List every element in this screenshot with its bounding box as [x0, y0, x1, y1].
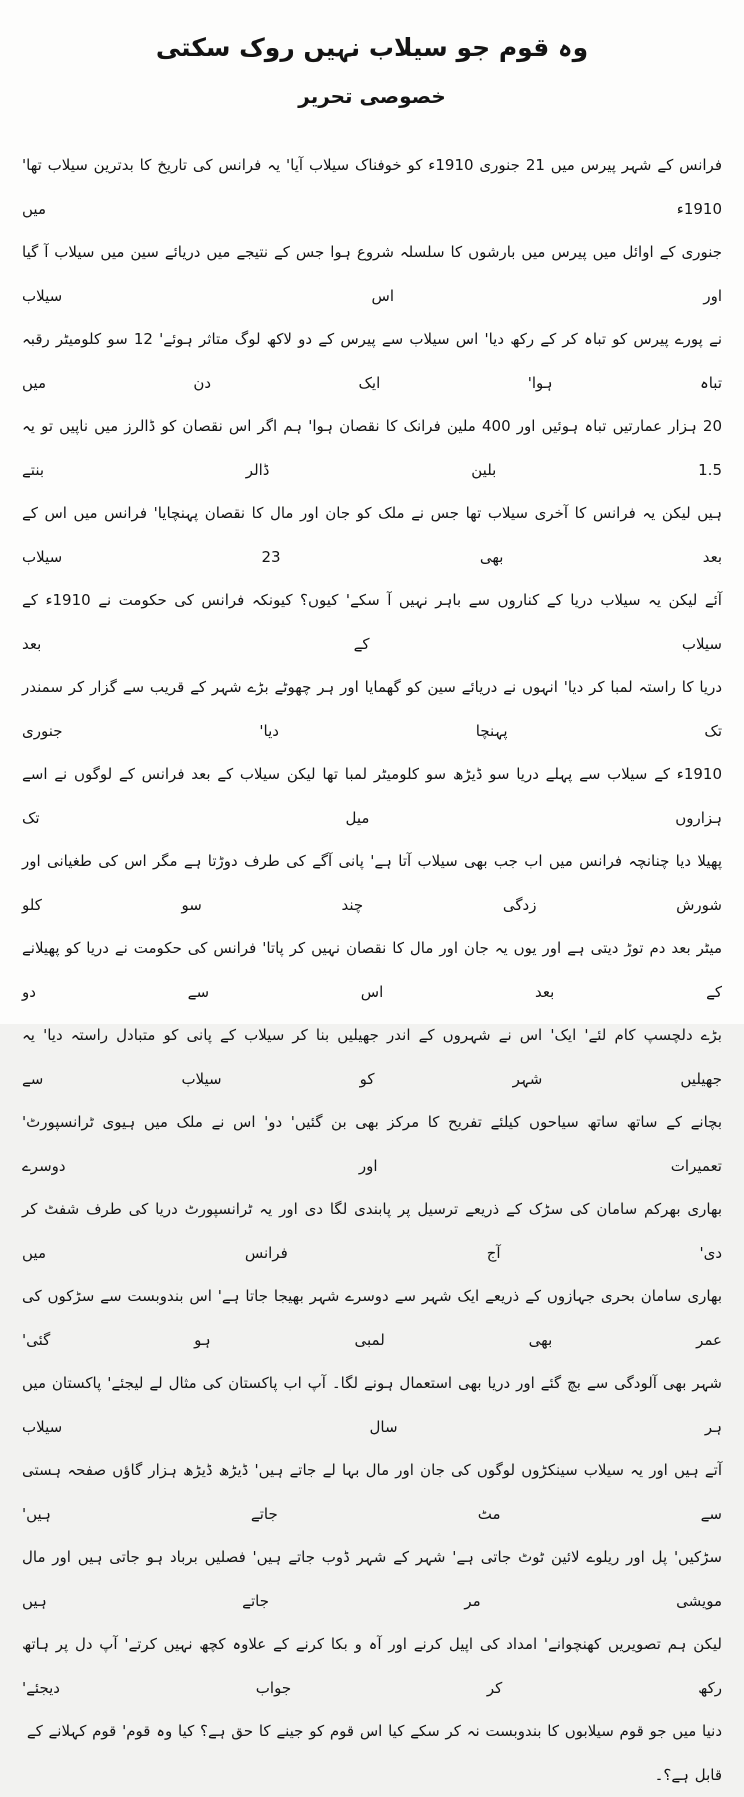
paragraph-line: ہیں لیکن یہ فرانس کا آخری سیلاب تھا جس نے ملک کو جان اور مال کا نقصان پہنچایا' فرانس میں اس کے بعد بھی 23 سیلاب	[22, 504, 722, 566]
paragraph-line: فرانس کے شہر پیرس میں 21 جنوری 1910ء کو خوفناک سیلاب آیا' یہ فرانس کی تاریخ کا بدترین سیلاب تھا' 1910ء میں	[22, 156, 722, 218]
article-header	[22, 22, 722, 118]
paragraph-line-last: دنیا میں جو قوم سیلابوں کا بندوبست نہ کر سکے کیا اس قوم کو جینے کا حق ہے؟ کیا وہ قوم' قوم کہلانے کے قابل ہے؟۔	[26, 1722, 722, 1784]
paragraph-line: بڑے دلچسپ کام لئے' ایک' اس نے شہروں کے اندر جھیلیں بنا کر سیلاب کے پانی کو متبادل راستہ دیا' یہ جھیلیں شہر کو سیلاب سے	[22, 1026, 722, 1088]
paragraph-line: آئے لیکن یہ سیلاب دریا کے کناروں سے باہر نہیں آ سکے' کیوں؟ کیونکہ فرانس کی حکومت نے 1910ء کے سیلاب کے بعد	[22, 591, 722, 653]
paragraph-line: میٹر بعد دم توڑ دیتی ہے اور یوں یہ جان اور مال کا نقصان نہیں کر پاتا' فرانس کی حکومت نے دریا کو پھیلانے کے بعد اس سے دو	[22, 939, 722, 1001]
paragraph-line: آتے ہیں اور یہ سیلاب سینکڑوں لوگوں کی جان اور مال بہا لے جاتے ہیں' ڈیڑھ ڈیڑھ ہزار گاؤں صفحہ ہستی سے مٹ جاتے ہیں'	[22, 1461, 722, 1523]
page-title: وہ قوم جو سیلاب نہیں روک سکتی	[155, 33, 589, 62]
paragraph-line: جنوری کے اوائل میں پیرس میں بارشوں کا سلسلہ شروع ہوا جس کے نتیجے میں دریائے سین میں سیلاب آ گیا اور اس سیلاب	[22, 243, 722, 305]
paragraph-line: بچانے کے ساتھ ساتھ سیاحوں کیلئے تفریح کا مرکز بھی بن گئیں' دو' اس نے ملک میں ہیوی ٹرانسپورٹ' تعمیرات اور دوسرے	[22, 1113, 722, 1175]
page-subtitle: خصوصی تحریر	[298, 84, 446, 108]
paragraph-line: لیکن ہم تصویریں کھنچوانے' امداد کی اپیل کرنے اور آہ و بکا کرنے کے علاوہ کچھ نہیں کرتے' آپ دل پر ہاتھ رکھ کر جواب دیجئے'	[22, 1635, 722, 1697]
paragraph-line: دریا کا راستہ لمبا کر دیا' انہوں نے دریائے سین کو گھمایا اور ہر چھوٹے بڑے شہر کے قریب سے گزار کر سمندر تک پہنچا دیا' جنوری	[22, 678, 722, 740]
paragraph-line: شہر بھی آلودگی سے بچ گئے اور دریا بھی استعمال ہونے لگا۔ آپ اب پاکستان کی مثال لے لیجئے' پاکستان میں ہر سال سیلاب	[22, 1374, 722, 1436]
article-body	[22, 144, 722, 1797]
paragraph-line: بھاری بھرکم سامان کی سڑک کے ذریعے ترسیل پر پابندی لگا دی اور یہ ٹرانسپورٹ دریا کی طرف شفٹ کر دی' آج فرانس میں	[22, 1200, 722, 1262]
paragraph-line: بھاری سامان بحری جہازوں کے ذریعے ایک شہر سے دوسرے شہر بھیجا جاتا ہے' اس بندوبست سے سڑکوں کی عمر بھی لمبی ہو گئی'	[22, 1287, 722, 1349]
paragraph-line: پھیلا دیا چنانچہ فرانس میں اب جب بھی سیلاب آتا ہے' پانی آگے کی طرف دوڑتا ہے مگر اس کی طغیانی اور شورش زدگی چند سو کلو	[22, 852, 722, 914]
paragraph-line: 1910ء کے سیلاب سے پہلے دریا سو ڈیڑھ سو کلومیٹر لمبا تھا لیکن سیلاب کے بعد فرانس کے لوگوں نے اسے ہزاروں میل تک	[22, 765, 722, 827]
paragraph-line: 20 ہزار عمارتیں تباہ ہوئیں اور 400 ملین فرانک کا نقصان ہوا' ہم اگر اس نقصان کو ڈالرز میں ناپیں تو یہ 1.5 بلین ڈالر بنتے	[22, 417, 722, 479]
paragraph-line: نے پورے پیرس کو تباہ کر کے رکھ دیا' اس سیلاب سے پیرس کے دو لاکھ لوگ متاثر ہوئے' 12 سو کلومیٹر رقبہ تباہ ہوا' ایک دن میں	[22, 330, 722, 392]
paragraph-line: سڑکیں' پل اور ریلوے لائین ٹوٹ جاتی ہے' شہر کے شہر ڈوب جاتے ہیں' فصلیں برباد ہو جاتی ہیں اور مال مویشی مر جاتے ہیں	[22, 1548, 722, 1610]
